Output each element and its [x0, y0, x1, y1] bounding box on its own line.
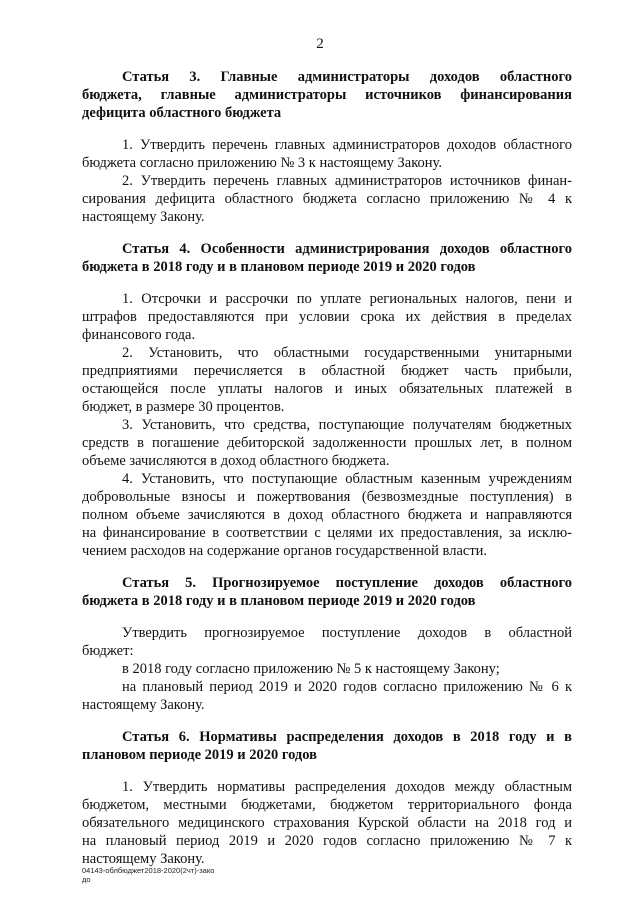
- paragraph-line: 2. Установить, что областными государственными унитарными: [122, 345, 572, 361]
- footer-line: до: [82, 875, 91, 884]
- section-gap: [82, 560, 572, 574]
- document-footer: [82, 866, 214, 884]
- article-heading: [82, 68, 572, 122]
- heading-line: плановом периоде 2019 и 2020 годов: [82, 747, 317, 763]
- paragraph: [82, 344, 572, 416]
- paragraph: [82, 660, 572, 678]
- paragraph-line: остающейся после уплаты налогов и иных обязательных платежей в: [82, 381, 572, 397]
- article-heading: [82, 728, 572, 764]
- heading-line: дефицита областного бюджета: [82, 105, 282, 121]
- paragraph-line: 1. Утвердить нормативы распределения доходов между областным: [122, 779, 572, 795]
- article-section: [82, 574, 572, 714]
- paragraph-line: полном объеме зачисляются в доход областного бюджета и направляются: [82, 507, 572, 523]
- paragraph-line: добровольные взносы и пожертвования (безвозмездные поступления) в: [82, 489, 572, 505]
- paragraph: [82, 172, 572, 226]
- paragraph-line: на финансирование в соответствии с целями их предоставления, за исклю-: [82, 525, 572, 541]
- article-section: [82, 68, 572, 226]
- section-gap: [82, 226, 572, 240]
- article-section: [82, 728, 572, 868]
- paragraph-line: сирования дефицита областного бюджета согласно приложению № 4 к: [82, 191, 572, 207]
- heading-line: бюджета в 2018 году и в плановом периоде 2019 и 2020 годов: [82, 593, 476, 609]
- paragraph-line: настоящему Закону.: [82, 697, 205, 713]
- paragraph-line: 1. Утвердить перечень главных администраторов доходов областного: [122, 137, 572, 153]
- paragraph: [82, 416, 572, 470]
- heading-gap: [82, 276, 572, 290]
- paragraph-line: в 2018 году согласно приложению № 5 к настоящему Закону;: [122, 661, 500, 677]
- paragraph-line: Утвердить прогнозируемое поступление доходов в областной: [122, 625, 572, 641]
- paragraph-line: финансового года.: [82, 327, 196, 343]
- paragraph: [82, 778, 572, 868]
- paragraph: [82, 624, 572, 660]
- paragraph: [82, 678, 572, 714]
- article-heading: [82, 574, 572, 610]
- paragraph-line: объеме зачисляются в доход областного бюджета.: [82, 453, 390, 469]
- heading-line: Статья 5. Прогнозируемое поступление доходов областного: [122, 575, 572, 591]
- heading-line: бюджета в 2018 году и в плановом периоде 2019 и 2020 годов: [82, 259, 476, 275]
- article-heading: [82, 240, 572, 276]
- paragraph: [82, 136, 572, 172]
- paragraph-line: бюджет:: [82, 643, 134, 659]
- paragraph-line: 1. Отсрочки и рассрочки по уплате региональных налогов, пени и: [122, 291, 572, 307]
- section-gap: [82, 714, 572, 728]
- paragraph-line: 2. Утвердить перечень главных администраторов источников финан-: [122, 173, 572, 189]
- paragraph-line: настоящему Закону.: [82, 851, 205, 867]
- paragraph-line: бюджета согласно приложению № 3 к настоящему Закону.: [82, 155, 442, 171]
- paragraph-line: средств в погашение дебиторской задолженности прошлых лет, в полном: [82, 435, 572, 451]
- paragraph-line: чением расходов на содержание органов государственной власти.: [82, 543, 488, 559]
- footer-line: 04143-облбюджет2018-2020(2чт)-зако: [82, 866, 215, 875]
- paragraph-line: штрафов предоставляются при условии срока их действия в пределах: [82, 309, 572, 325]
- heading-gap: [82, 764, 572, 778]
- paragraph-line: на плановый период 2019 и 2020 годов согласно приложению № 7 к: [82, 833, 572, 849]
- paragraph-line: предприятиями перечисляется в областной бюджет часть прибыли,: [82, 363, 572, 379]
- paragraph: [82, 470, 572, 560]
- paragraph-line: 4. Установить, что поступающие областным казенным учреждениям: [122, 471, 572, 487]
- paragraph-line: на плановый период 2019 и 2020 годов согласно приложению № 6 к: [122, 679, 572, 695]
- paragraph: [82, 290, 572, 344]
- paragraph-line: бюджет, в размере 30 процентов.: [82, 399, 285, 415]
- page-number: 2: [316, 36, 324, 52]
- heading-gap: [82, 122, 572, 136]
- heading-line: Статья 4. Особенности администрирования доходов областного: [122, 241, 572, 257]
- paragraph-line: настоящему Закону.: [82, 209, 205, 225]
- heading-gap: [82, 610, 572, 624]
- document-body: [82, 68, 572, 868]
- paragraph-line: бюджетом, местными бюджетами, бюджетом территориального фонда: [82, 797, 572, 813]
- paragraph-line: 3. Установить, что средства, поступающие получателям бюджетных: [122, 417, 572, 433]
- heading-line: бюджета, главные администраторы источников финансирования: [82, 87, 572, 103]
- heading-line: Статья 6. Нормативы распределения доходов в 2018 году и в: [122, 729, 572, 745]
- article-section: [82, 240, 572, 560]
- paragraph-line: обязательного медицинского страхования Курской области на 2018 год и: [82, 815, 572, 831]
- heading-line: Статья 3. Главные администраторы доходов областного: [122, 69, 572, 85]
